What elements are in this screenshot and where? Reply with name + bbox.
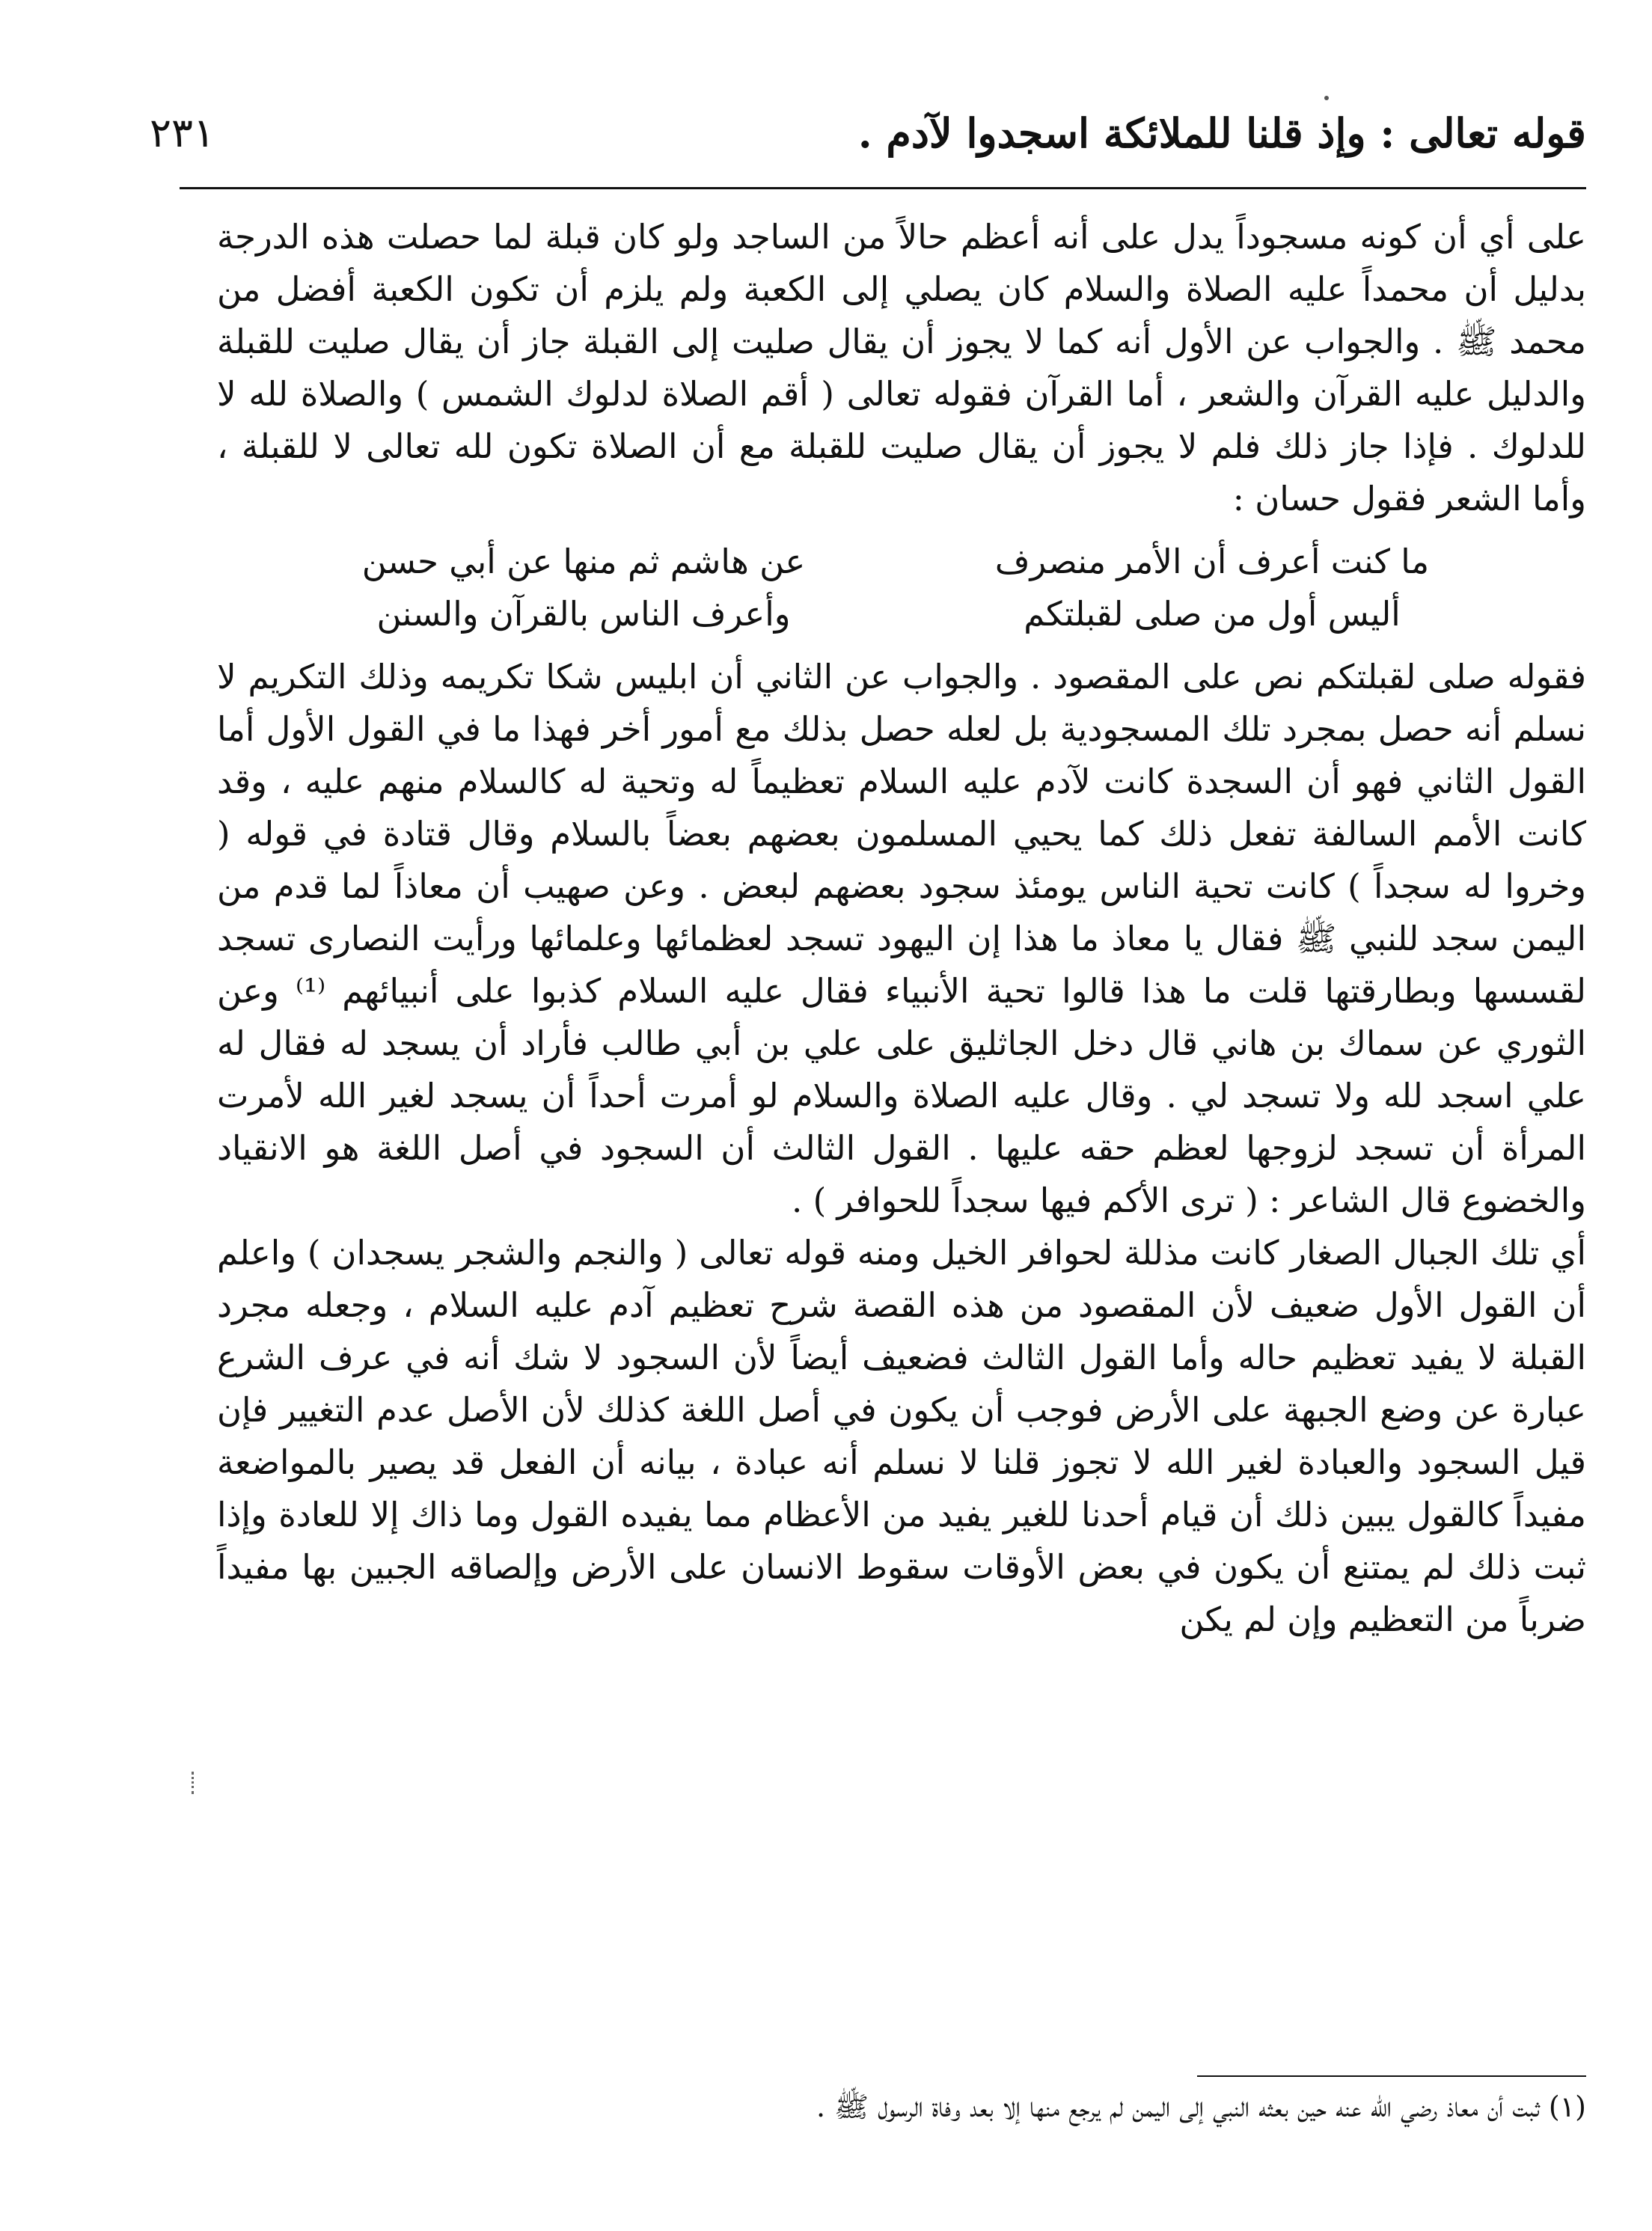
body-text bbox=[217, 211, 1586, 1646]
page-header bbox=[150, 103, 1586, 171]
header-rule bbox=[180, 187, 1586, 189]
footnote: (١) ثبت أن معاذ رضي الله عنه حين بعثه النبي إلى اليمن لم يرجع منها إلا بعد وفاة الرسول ﷺ . bbox=[816, 2090, 1586, 2123]
verse-2-first-hemistich: أليس أول من صلى لقبلتكم bbox=[1024, 594, 1401, 634]
verse-2-second-hemistich: وأعرف الناس بالقرآن والسنن bbox=[376, 594, 791, 634]
verse-line-2 bbox=[299, 588, 1496, 640]
footnote-rule bbox=[1197, 2075, 1586, 2077]
paragraph-3: أي تلك الجبال الصغار كانت مذللة لحوافر الخيل ومنه قوله تعالى ( والنجم والشجر يسجدان ) واعلم أن القول الأول ضعيف لأن المقصود من هذه القصة شرح تعظيم آدم عليه السلام ، وجعله مجرد القبلة لا يفيد تعظيم حاله وأما القول الثالث فضعيف أيضاً لأن السجود لا شك أنه في عرف الشرع عبارة عن وضع الجبهة على الأرض فوجب أن يكون في أصل اللغة كذلك لأن الأصل عدم التغيير فإن قيل السجود والعبادة لغير الله لا تجوز قلنا لا نسلم أنه عبادة ، بيانه أن الفعل قد يصير بالمواضعة مفيداً كالقول يبين ذلك أن قيام أحدنا للغير يفيد من الأعظام مما يفيده القول وما ذاك إلا للعادة وإذا ثبت ذلك لم يمتنع أن يكون في بعض الأوقات سقوط الانسان على الأرض وإلصاقه الجبين بها مفيداً ضرباً من التعظيم وإن لم يكن bbox=[217, 1233, 1586, 1639]
paragraph-2: فقوله صلى لقبلتكم نص على المقصود . والجواب عن الثاني أن ابليس شكا تكريمه وذلك التكريم لا نسلم أنه حصل بمجرد تلك المسجودية بل لعله حصل بذلك مع أمور أخر فهذا ما في القول الأول أما القول الثاني فهو أن السجدة كانت لآدم عليه السلام تعظيماً له وتحية له كالسلام منهم عليه ، وقد كانت الأمم السالفة تفعل ذلك كما يحيي المسلمون بعضهم بعضاً بالسلام وقال قتادة في قوله ( وخروا له سجداً ) كانت تحية الناس يومئذ سجود بعضهم لبعض . وعن صهيب أن معاذاً لما قدم من اليمن سجد للنبي ﷺ فقال يا معاذ ما هذا إن اليهود تسجد لعظمائها وعلمائها ورأيت النصارى تسجد لقسسها وبطارقتها قلت ما هذا قالوا تحية الأنبياء فقال عليه السلام كذبوا على أنبيائهم ⁽¹⁾ وعن الثوري عن سماك بن هاني قال دخل الجاثليق على علي بن أبي طالب فأراد أن يسجد له فقال له علي اسجد لله ولا تسجد لي . وقال عليه الصلاة والسلام لو أمرت أحداً أن يسجد لغير الله لأمرت المرأة أن تسجد لزوجها لعظم حقه عليها . القول الثالث أن السجود في أصل اللغة هو الانقياد والخضوع قال الشاعر : ( ترى الأكم فيها سجداً للحوافر ) . bbox=[217, 657, 1586, 1220]
running-title: قوله تعالى : وإذ قلنا للملائكة اسجدوا لآدم . bbox=[857, 109, 1586, 157]
verse-line-1 bbox=[299, 536, 1496, 588]
paragraph-1: على أي أن كونه مسجوداً يدل على أنه أعظم حالاً من الساجد ولو كان قبلة لما حصلت هذه الدرجة بدليل أن محمداً عليه الصلاة والسلام كان يصلي إلى الكعبة ولم يلزم أن تكون الكعبة أفضل من محمد ﷺ . والجواب عن الأول أنه كما لا يجوز أن يقال صليت إلى القبلة جاز أن يقال صليت للقبلة والدليل عليه القرآن والشعر ، أما القرآن فقوله تعالى ( أقم الصلاة لدلوك الشمس ) والصلاة لله لا للدلوك . فإذا جاز ذلك فلم لا يجوز أن يقال صليت للقبلة مع أن الصلاة تكون لله تعالى لا للقبلة ، وأما الشعر فقول حسان : bbox=[217, 217, 1586, 518]
verse-1-first-hemistich: ما كنت أعرف أن الأمر منصرف bbox=[994, 542, 1430, 581]
page-number: ٢٣١ bbox=[150, 109, 215, 156]
verse-1-second-hemistich: عن هاشم ثم منها عن أبي حسن bbox=[361, 542, 806, 581]
margin-mark bbox=[192, 1772, 197, 1794]
scan-speck bbox=[1324, 96, 1329, 100]
poem-verses bbox=[299, 536, 1496, 640]
